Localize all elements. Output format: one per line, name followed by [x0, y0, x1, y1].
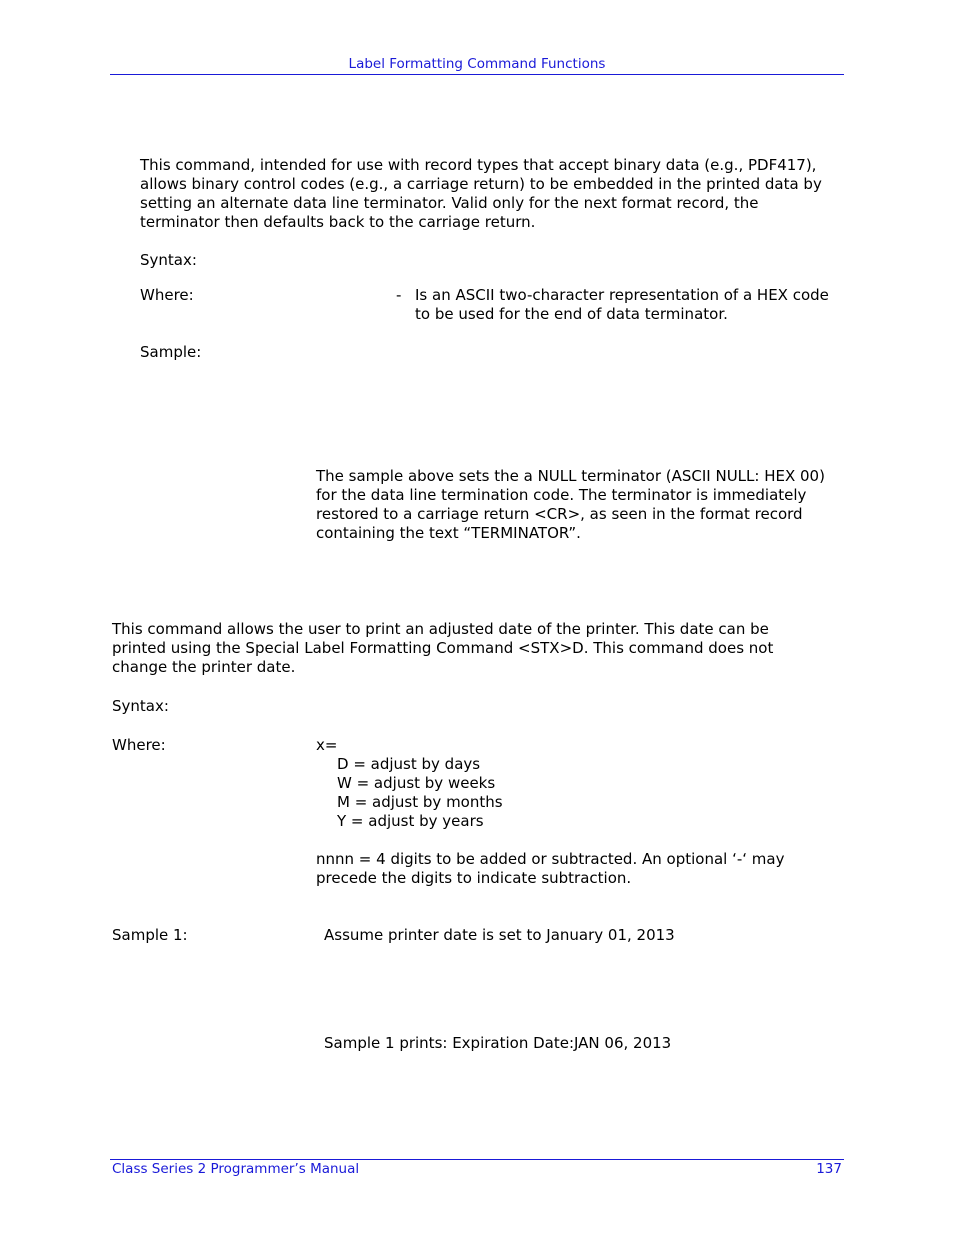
section2-syntax-label: Syntax: [112, 697, 169, 715]
header-rule [110, 74, 844, 75]
sample1-label: Sample 1: [112, 926, 188, 944]
section1-intro: This command, intended for use with record types that accept binary data (e.g., PDF417), allows binary control codes (e.g., a carriage return) to be embedded in the printed data by setting an alternate data line terminator. Valid only for the next format record, the terminator then defaults back to the carriage return. [140, 156, 822, 231]
section1-syntax-label: Syntax: [140, 251, 197, 269]
sample1-output: Sample 1 prints: Expiration Date:JAN 06, 2013 [324, 1034, 672, 1052]
section1-sample-note: The sample above sets the a NULL terminator (ASCII NULL: HEX 00) for the data line termination code. The terminator is immediately restored to a carriage return <CR>, as seen in the format record containing the text “TERMINATOR”. [316, 467, 825, 542]
running-header: Label Formatting Command Functions [348, 56, 606, 72]
section1-where-desc: Is an ASCII two-character representation of a HEX code to be used for the end of data terminator. [415, 286, 829, 323]
section1-sample-label: Sample: [140, 343, 202, 361]
section1-where-label: Where: [140, 286, 194, 304]
sample1-assumption: Assume printer date is set to January 01, 2013 [324, 926, 675, 944]
footer-manual-title: Class Series 2 Programmer’s Manual [112, 1161, 360, 1177]
footer-rule [110, 1159, 844, 1160]
x-option-weeks: W = adjust by weeks [337, 774, 496, 792]
page-number: 137 [816, 1161, 842, 1177]
nnnn-description: nnnn = 4 digits to be added or subtracted. An optional ‘-‘ may precede the digits to indicate subtraction. [316, 850, 785, 887]
x-parameter-label: x= [316, 736, 338, 754]
section2-intro: This command allows the user to print an adjusted date of the printer. This date can be printed using the Special Label Formatting Command <STX>D. This command does not change the printer date. [112, 620, 774, 676]
section2-where-label: Where: [112, 736, 166, 754]
x-option-months: M = adjust by months [337, 793, 503, 811]
x-option-years: Y = adjust by years [337, 812, 484, 830]
section1-where-dash: - [396, 286, 402, 304]
x-option-days: D = adjust by days [337, 755, 481, 773]
